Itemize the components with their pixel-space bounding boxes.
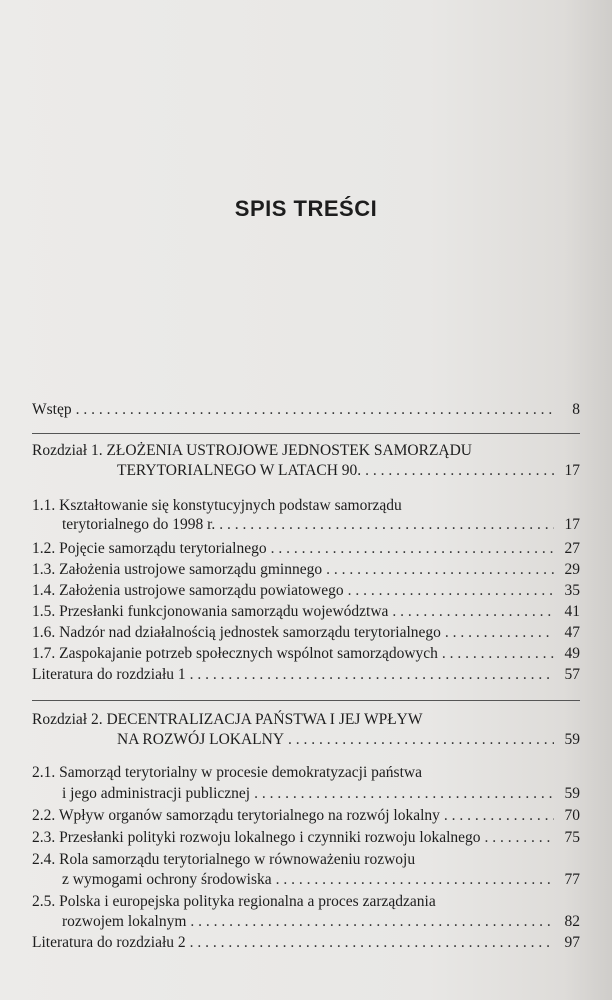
leader-dots [276, 871, 554, 889]
toc-page-number: 59 [564, 785, 580, 802]
toc-entry-literature-2[interactable] [32, 934, 580, 952]
leader-dots [271, 540, 554, 558]
chapter-1-heading-line1[interactable]: Rozdział 1. ZŁOŻENIA USTROJOWE JEDNOSTEK SAMORZĄDU [32, 442, 472, 459]
toc-entry-1-7[interactable] [32, 645, 580, 663]
leader-dots [190, 666, 554, 684]
toc-entry-label: 2.2. Wpływ organów samorządu terytorialnego na rozwój lokalny [32, 807, 440, 824]
toc-entry-1-2[interactable] [32, 540, 580, 558]
leader-dots [190, 913, 554, 931]
leader-dots [254, 785, 554, 803]
divider [32, 700, 580, 701]
chapter-1-heading-line2: TERYTORIALNEGO W LATACH 90. [117, 462, 362, 479]
toc-page-number: 29 [564, 561, 580, 578]
toc-page-number: 59 [564, 731, 580, 748]
leader-dots [442, 645, 554, 663]
toc-page-number: 17 [564, 516, 580, 533]
toc-entry-label: terytorialnego do 1998 r. [62, 516, 216, 533]
leader-dots [76, 401, 554, 419]
toc-entry-label: 1.5. Przesłanki funkcjonowania samorządu województwa [32, 603, 389, 620]
toc-entry-2-4[interactable] [62, 871, 580, 889]
toc-entry-intro[interactable] [32, 401, 580, 419]
leader-dots [219, 516, 554, 534]
toc-entry-label: Wstęp [32, 401, 72, 418]
chapter-2-heading[interactable] [117, 731, 580, 749]
toc-entry-label: rozwojem lokalnym [62, 913, 187, 930]
toc-page-number: 8 [572, 401, 580, 418]
toc-page-number: 47 [564, 624, 580, 641]
toc-entry-2-3[interactable] [32, 829, 580, 847]
toc-entry-label: z wymogami ochrony środowiska [62, 871, 272, 888]
toc-entry-label: Literatura do rozdziału 2 [32, 934, 186, 951]
toc-page-number: 75 [564, 829, 580, 846]
toc-entry-2-5-line1[interactable]: 2.5. Polska i europejska polityka regionalna a proces zarządzania [32, 893, 436, 910]
toc-entry-1-6[interactable] [32, 624, 580, 642]
toc-entry-label: 1.2. Pojęcie samorządu terytorialnego [32, 540, 267, 557]
toc-page-number: 77 [564, 871, 580, 888]
toc-entry-label: 1.6. Nadzór nad działalnością jednostek samorządu terytorialnego [32, 624, 441, 641]
toc-page-number: 82 [564, 913, 580, 930]
toc-entry-1-3[interactable] [32, 561, 580, 579]
toc-entry-label: 1.4. Założenia ustrojowe samorządu powiatowego [32, 582, 344, 599]
leader-dots [485, 829, 554, 847]
toc-page-number: 41 [564, 603, 580, 620]
chapter-1-heading[interactable] [117, 462, 580, 480]
toc-entry-2-4-line1[interactable]: 2.4. Rola samorządu terytorialnego w równoważeniu rozwoju [32, 851, 416, 868]
chapter-2-heading-line1[interactable]: Rozdział 2. DECENTRALIZACJA PAŃSTWA I JEJ WPŁYW [32, 711, 423, 728]
leader-dots [445, 624, 554, 642]
leader-dots [288, 731, 554, 749]
leader-dots [365, 462, 554, 480]
divider [32, 433, 580, 434]
leader-dots [392, 603, 554, 621]
toc-entry-2-2[interactable] [32, 807, 580, 825]
toc-page-number: 35 [564, 582, 580, 599]
toc-page-number: 27 [564, 540, 580, 557]
toc-entry-2-5[interactable] [62, 913, 580, 931]
toc-entry-1-1[interactable] [62, 516, 580, 534]
toc-entry-label: 1.7. Zaspokajanie potrzeb społecznych wspólnot samorządowych [32, 645, 438, 662]
toc-page-number: 57 [564, 666, 580, 683]
leader-dots [348, 582, 554, 600]
toc-entry-label: i jego administracji publicznej [62, 785, 251, 802]
leader-dots [190, 934, 554, 952]
toc-entry-1-4[interactable] [32, 582, 580, 600]
toc-page-number: 70 [564, 807, 580, 824]
toc-entry-2-1-line1[interactable]: 2.1. Samorząd terytorialny w procesie demokratyzacji państwa [32, 764, 422, 781]
toc-page-number: 49 [564, 645, 580, 662]
page-title: SPIS TREŚCI [234, 196, 378, 221]
leader-dots [444, 807, 554, 825]
toc-entry-2-1[interactable] [62, 785, 580, 803]
toc-entry-1-5[interactable] [32, 603, 580, 621]
toc-entry-label: 2.3. Przesłanki polityki rozwoju lokalnego i czynniki rozwoju lokalnego [32, 829, 481, 846]
chapter-2-heading-line2: NA ROZWÓJ LOKALNY [117, 731, 285, 748]
toc-entry-label: Literatura do rozdziału 1 [32, 666, 186, 683]
toc-page-number: 17 [564, 462, 580, 479]
toc-entry-1-1-line1[interactable]: 1.1. Kształtowanie się konstytucyjnych podstaw samorządu [32, 497, 402, 514]
toc-entry-label: 1.3. Założenia ustrojowe samorządu gminnego [32, 561, 323, 578]
leader-dots [326, 561, 554, 579]
toc-page-number: 97 [564, 934, 580, 951]
toc-entry-literature-1[interactable] [32, 666, 580, 684]
